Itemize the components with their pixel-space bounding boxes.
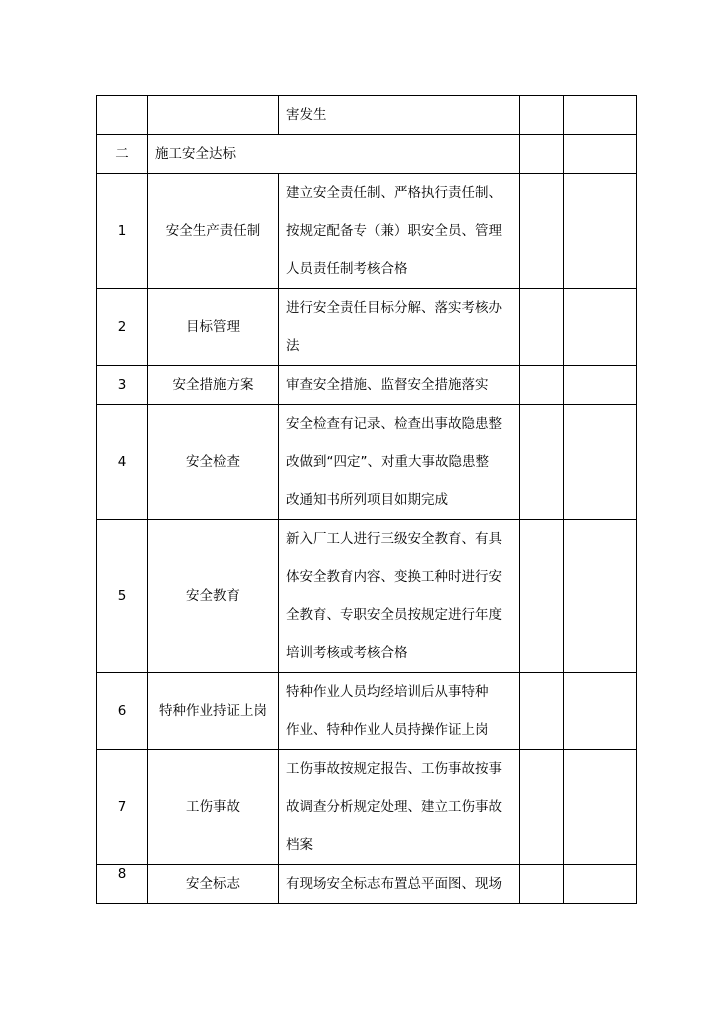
row-number [97,96,148,135]
row-number: 5 [97,520,148,673]
item-name: 安全生产责任制 [148,174,279,289]
table-row [97,289,637,366]
empty-cell [520,865,564,904]
empty-cell [520,174,564,289]
item-name: 工伤事故 [148,750,279,865]
table-row [97,673,637,750]
empty-cell [564,174,637,289]
table-row [97,135,637,174]
empty-cell [564,405,637,520]
item-description: 工伤事故按规定报告、工伤事故按事 故调查分析规定处理、建立工伤事故 档案 [279,750,520,865]
item-name: 安全标志 [148,865,279,904]
empty-cell [520,405,564,520]
table-row [97,96,637,135]
item-name: 特种作业持证上岗 [148,673,279,750]
section-number: 二 [97,135,148,174]
empty-cell [564,520,637,673]
empty-cell [564,673,637,750]
item-description: 有现场安全标志布置总平面图、现场 [279,865,520,904]
row-number: 4 [97,405,148,520]
table-row [97,520,637,673]
table-row [97,174,637,289]
table-row [97,750,637,865]
empty-cell [520,520,564,673]
empty-cell [564,366,637,405]
item-description: 害发生 [279,96,520,135]
row-number: 1 [97,174,148,289]
empty-cell [520,366,564,405]
empty-cell [520,750,564,865]
item-description: 进行安全责任目标分解、落实考核办 法 [279,289,520,366]
row-number: 3 [97,366,148,405]
table-row [97,405,637,520]
table-row [97,865,637,904]
item-name: 目标管理 [148,289,279,366]
row-number: 8 [97,865,148,904]
table-row [97,366,637,405]
empty-cell [520,673,564,750]
item-description: 建立安全责任制、严格执行责任制、 按规定配备专（兼）职安全员、管理 人员责任制考核合格 [279,174,520,289]
empty-cell [564,135,637,174]
empty-cell [564,96,637,135]
empty-cell [564,750,637,865]
item-description: 特种作业人员均经培训后从事特种 作业、特种作业人员持操作证上岗 [279,673,520,750]
item-description: 新入厂工人进行三级安全教育、有具 体安全教育内容、变换工种时进行安 全教育、专职安全员按规定进行年度 培训考核或考核合格 [279,520,520,673]
safety-table [96,95,637,904]
empty-cell [564,289,637,366]
empty-cell [520,96,564,135]
row-number: 2 [97,289,148,366]
empty-cell [564,865,637,904]
item-name [148,96,279,135]
item-name: 安全检查 [148,405,279,520]
item-name: 安全教育 [148,520,279,673]
section-title: 施工安全达标 [148,135,520,174]
empty-cell [520,135,564,174]
row-number: 6 [97,673,148,750]
row-number: 7 [97,750,148,865]
item-description: 安全检查有记录、检查出事故隐患整 改做到“四定”、对重大事故隐患整 改通知书所列项目如期完成 [279,405,520,520]
item-description: 审查安全措施、监督安全措施落实 [279,366,520,405]
empty-cell [520,289,564,366]
item-name: 安全措施方案 [148,366,279,405]
